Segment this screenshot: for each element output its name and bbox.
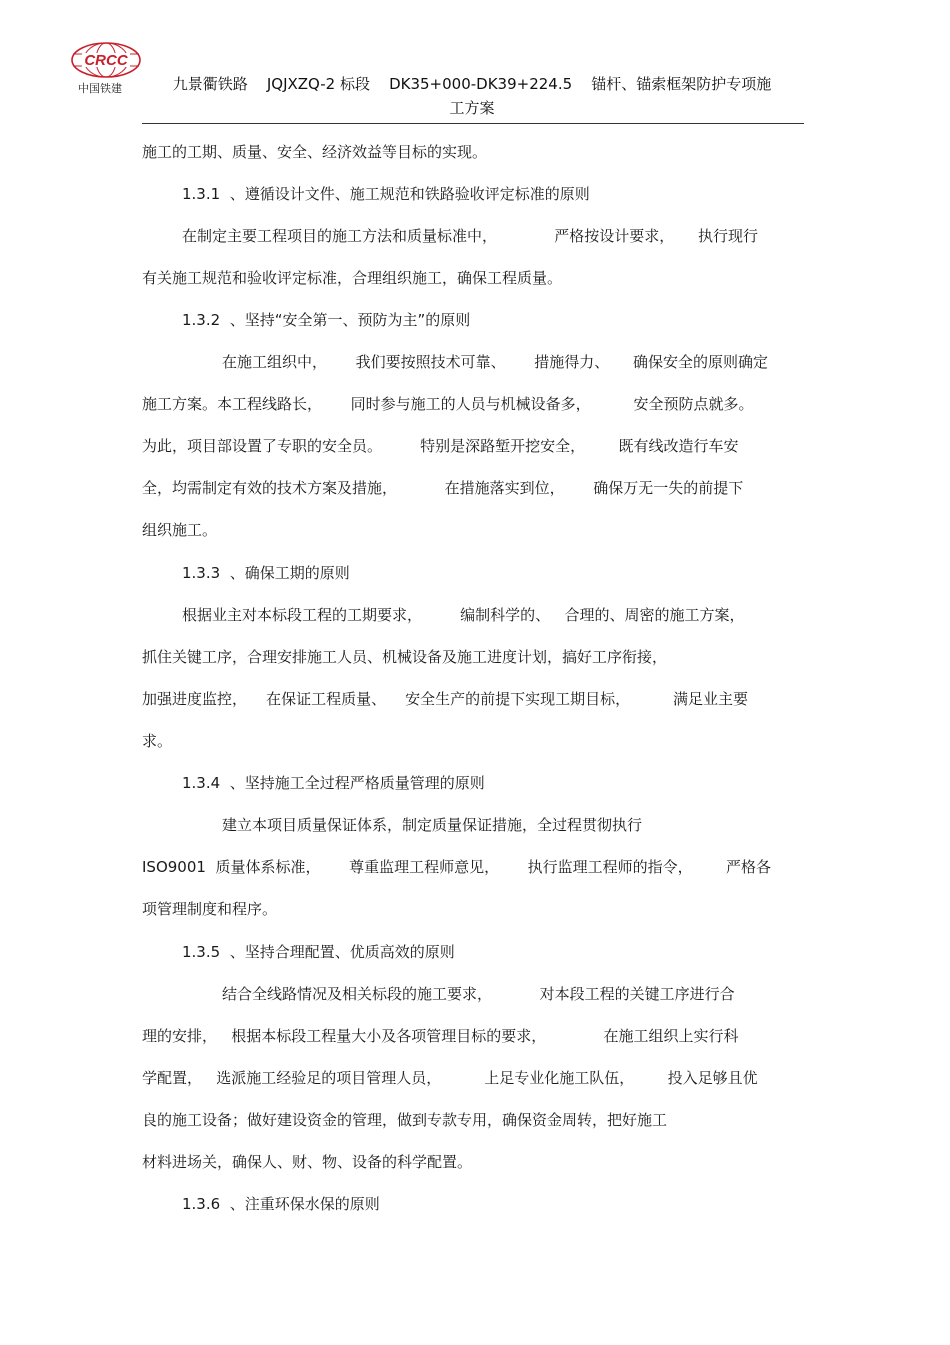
body-line: 为此，项目部设置了专职的安全员。 特别是深路堑开挖安全， 既有线改造行车安 <box>142 437 739 455</box>
body-line: 组织施工。 <box>142 521 218 539</box>
body-line: 项管理制度和程序。 <box>142 900 278 918</box>
logo-wordmark: CRCC <box>84 52 128 69</box>
section-heading: 1.3.5 、坚持合理配置、优质高效的原则 <box>182 943 455 961</box>
body-line: 根据业主对本标段工程的工期要求， 编制科学的、 合理的、周密的施工方案， <box>182 606 745 624</box>
body-line: 求。 <box>142 732 173 750</box>
body-line: 加强进度监控， 在保证工程质量、 安全生产的前提下实现工期目标， 满足业主要 <box>142 690 749 708</box>
header-title-line1: 九景衢铁路 JQJXZQ-2 标段 DK35+000-DK39+224.5 锚杆、锚索框架防护专项施 <box>172 75 772 93</box>
body-line: 在制定主要工程项目的施工方法和质量标准中， 严格按设计要求， 执行现行 <box>182 227 759 245</box>
body-line: 有关施工规范和验收评定标准，合理组织施工，确保工程质量。 <box>142 269 563 287</box>
logo-caption: 中国铁建 <box>78 82 122 95</box>
body-line: 施工方案。本工程线路长， 同时参与施工的人员与机械设备多， 安全预防点就多。 <box>142 395 754 413</box>
document-header <box>142 72 802 120</box>
body-line: 学配置， 选派施工经验足的项目管理人员， 上足专业化施工队伍， 投入足够且优 <box>142 1069 758 1087</box>
body-line: ISO9001 质量体系标准， 尊重监理工程师意见， 执行监理工程师的指令， 严格各 <box>142 858 772 876</box>
body-line: 在施工组织中， 我们要按照技术可靠、 措施得力、 确保安全的原则确定 <box>222 353 769 371</box>
body-line: 全，均需制定有效的技术方案及措施， 在措施落实到位， 确保万无一失的前提下 <box>142 479 744 497</box>
section-heading: 1.3.2 、坚持“安全第一、预防为主”的原则 <box>182 311 471 329</box>
body-line: 结合全线路情况及相关标段的施工要求， 对本段工程的关键工序进行合 <box>222 985 735 1003</box>
body-line: 材料进场关，确保人、财、物、设备的科学配置。 <box>142 1153 473 1171</box>
body-line: 良的施工设备；做好建设资金的管理，做到专款专用，确保资金周转，把好施工 <box>142 1111 668 1129</box>
company-logo <box>70 40 142 100</box>
header-rule <box>142 123 804 124</box>
header-title-line2: 工方案 <box>449 99 495 117</box>
body-line: 建立本项目质量保证体系，制定质量保证措施，全过程贯彻执行 <box>222 816 643 834</box>
body-line: 施工的工期、质量、安全、经济效益等目标的实现。 <box>142 143 488 161</box>
section-heading: 1.3.4 、坚持施工全过程严格质量管理的原则 <box>182 774 485 792</box>
body-line: 理的安排， 根据本标段工程量大小及各项管理目标的要求， 在施工组织上实行科 <box>142 1027 739 1045</box>
body-line: 抓住关键工序，合理安排施工人员、机械设备及施工进度计划，搞好工序衔接， <box>142 648 668 666</box>
section-heading: 1.3.1 、遵循设计文件、施工规范和铁路验收评定标准的原则 <box>182 185 590 203</box>
section-heading: 1.3.6 、注重环保水保的原则 <box>182 1195 380 1213</box>
section-heading: 1.3.3 、确保工期的原则 <box>182 564 350 582</box>
